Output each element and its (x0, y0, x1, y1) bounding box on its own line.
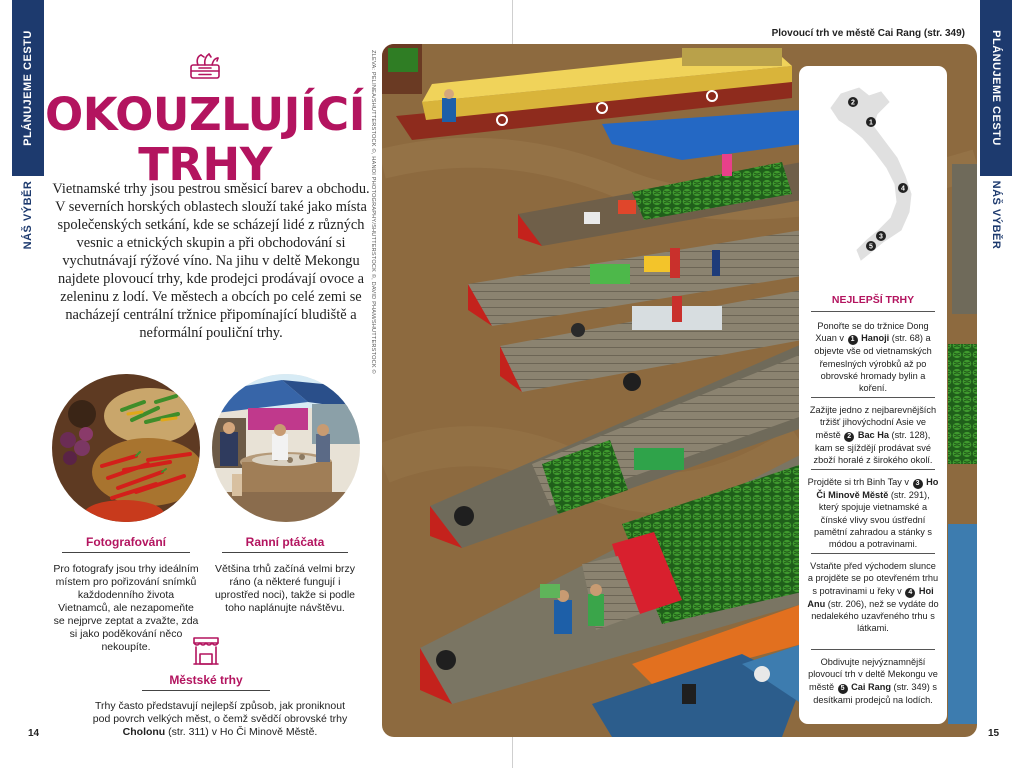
map-marker-2-label: 2 (851, 99, 855, 107)
page-number-left: 14 (28, 728, 40, 739)
number-badge-4: 4 (905, 588, 915, 598)
photo-credit (368, 50, 378, 374)
city-markets-text-after: (str. 311) v Ho Či Minově Městě. (165, 726, 318, 738)
card-rule-3 (811, 553, 935, 554)
map-marker-3-label: 3 (879, 233, 883, 241)
city-markets-text-bold: Cholonu (122, 726, 166, 738)
side-tab-left-secondary-label: NÁŠ VÝBĚR (22, 180, 34, 250)
tip-rule-photography (62, 552, 190, 553)
city-markets-rule (142, 690, 270, 691)
best-markets-heading: NEJLEPŠÍ TRHY (831, 294, 915, 306)
map-marker-5-label: 5 (869, 243, 873, 251)
page-number-right: 15 (988, 728, 1000, 739)
market-stall-icon (192, 636, 220, 666)
article-title (40, 90, 370, 190)
card-rule-1 (811, 397, 935, 398)
side-tab-right-primary (980, 0, 1012, 176)
number-badge-5: 5 (838, 684, 848, 694)
market-item-bac-ha: Zažijte jedno z nejbarevnějších tržišť jihovýchodní Asie ve městě 2 Bac Ha (str. 128), kam se sjíždějí prodávat své zboží horalé z širokého okolí. (809, 405, 937, 465)
card-rule-0 (811, 311, 935, 312)
vietnam-map (811, 80, 936, 270)
photo-caption: Plovoucí trh ve městě Cai Rang (str. 349) (771, 28, 965, 39)
side-tab-right-secondary (980, 176, 1012, 254)
tip-heading-early-birds: Ranní ptáčata (245, 535, 325, 549)
market-item-hanoi: Ponořte se do tržnice Dong Xuan v 1 Hanoji (str. 68) a objevte vše od vietnamských řemeslných výrobků až po obrovské hromady bylin a koření. (814, 321, 932, 394)
number-badge-3: 3 (913, 479, 923, 489)
side-tab-right-secondary-label: NÁŠ VÝBĚR (990, 180, 1002, 250)
map-marker-4-label: 4 (901, 185, 905, 193)
tip-heading-photography: Fotografování (86, 535, 166, 549)
vietnam-map-outline (831, 88, 911, 260)
tip-rule-early-birds (222, 552, 348, 553)
article-title-line2: TRHY (138, 138, 272, 191)
tip-text-photography: Pro fotografy jsou trhy ideálním místem pro pořizování snímků každodenního života Vietnamců, ale nezapomeňte se nejprve zeptat a zvažte, zda si jako poděkování něco nekoupíte. (53, 563, 199, 653)
map-marker-1-label: 1 (869, 119, 873, 127)
spices-photo (52, 374, 200, 522)
market-item-hoi-an: Vstaňte před východem slunce a projděte se po otevřeném trhu s potravinami u řeky v 4 Hoi Anu (str. 206), než se vydáte do nedalekého uzavřeného trhu s látkami. (807, 561, 939, 634)
street-market-photo (212, 374, 360, 522)
market-item-binh-tay: Projděte si trh Binh Tay v 3 Ho Či Minově Městě (str. 291), který spojuje vietnamské a čínské vlivy svou ústřední pamětní zahradou a stánky s módou a potravinami. (807, 477, 939, 550)
article-intro: Vietnamské trhy jsou pestrou směsicí barev a obchodu. V severních horských oblastech slouží také jako místa společenských setkání, kde se scházejí lidé z různých vesnic a etnických skupin a při obchodování si vychutnávají rýžové víno. Na jihu v deltě Mekongu najdete plovoucí trhy, kde prodejci prodávají ovoce a zeleninu z lodí. Ve městech a obcích po celé zemi se nacházejí centrální tržnice připomínající bludiště a neformální pouliční trhy. (52, 181, 370, 341)
card-rule-4 (811, 649, 935, 650)
city-markets-text (92, 700, 348, 739)
number-badge-2: 2 (844, 432, 854, 442)
article-title-line1: OKOUZLUJÍCÍ (45, 88, 365, 141)
photo-credit-text: ZLEVA: PELINEA/SHUTTERSTOCK ©, HANOI PHOTOGRAPHY/SHUTTERSTOCK ©, DAVID PHAM/SHUTTERSTOCK © (370, 50, 376, 374)
city-markets-text-before: Trhy často představují nejlepší způsob, jak proniknout pod povrch velkých měst, o čemž svědčí obrovské trhy (92, 700, 348, 725)
number-badge-1: 1 (848, 335, 858, 345)
market-item-cai-rang: Obdivujte nejvýznamnější plovoucí trh v deltě Mekongu ve městě 5 Cai Rang (str. 349) s desítkami prodejců na lodích. (808, 657, 938, 705)
side-tab-right-primary-label: PLÁNUJEME CESTU (990, 30, 1002, 146)
side-tab-left-primary-label: PLÁNUJEME CESTU (22, 30, 34, 146)
tip-text-early-birds: Většina trhů začíná velmi brzy ráno (a některé fungují i uprostřed noci), takže si podle toho naplánujte návštěvu. (214, 563, 356, 614)
card-rule-2 (811, 469, 935, 470)
city-markets-heading: Městské trhy (169, 673, 243, 687)
best-markets-card (799, 66, 947, 724)
market-basket-icon (188, 50, 222, 84)
